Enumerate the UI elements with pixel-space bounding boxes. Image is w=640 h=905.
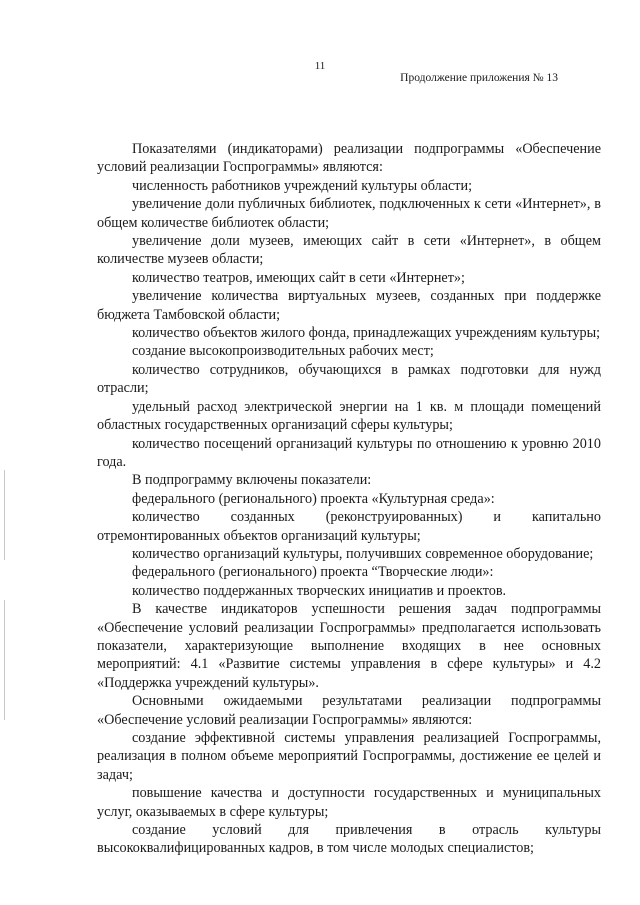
scan-margin-mark [4,600,5,720]
paragraph: федерального (регионального) проекта “Творческие люди»: [132,564,494,581]
paragraph: повышение качества и доступности государственных и муниципальных услуг, оказываемых в сфере культуры; [97,785,601,820]
paragraph: В подпрограмму включены показатели: [132,472,372,489]
paragraph: численность работников учреждений культуры области; [132,177,473,194]
paragraph: федерального (регионального) проекта «Культурная среда»: [132,490,495,507]
paragraph: увеличение количества виртуальных музеев, созданных при поддержке бюджета Тамбовской области; [97,288,601,323]
paragraph: создание эффективной системы управления реализацией Госпрограммы, реализация в полном объеме мероприятий Госпрограммы, достижение ее целей и задач; [97,730,601,783]
document-body [97,140,601,858]
paragraph: удельный расход электрической энергии на 1 кв. м площади помещений областных государственных организаций сферы культуры; [97,398,601,434]
paragraph: создание условий для привлечения в отрасль культуры высококвалифицированных кадров, в том числе молодых специалистов; [97,822,601,857]
paragraph: количество посещений организаций культуры по отношению к уровню 2010 года. [97,435,601,470]
paragraph: количество поддержанных творческих инициатив и проектов. [132,582,507,599]
scan-margin-mark [4,470,5,560]
paragraph: количество организаций культуры, получивших современное оборудование; [132,545,594,562]
appendix-continuation-note: Продолжение приложения № 13 [400,72,558,84]
paragraph: создание высокопроизводительных рабочих мест; [132,343,434,360]
page-number: 11 [314,60,326,72]
paragraph: количество созданных (реконструированных) и капитально отремонтированных объектов организаций культуры; [97,509,601,544]
paragraph: Показателями (индикаторами) реализации подпрограммы «Обеспечение условий реализации Госпрограммы» являются: [97,141,601,176]
paragraph: количество сотрудников, обучающихся в рамках подготовки для нужд отрасли; [97,361,601,397]
paragraph: В качестве индикаторов успешности решения задач подпрограммы «Обеспечение условий реализации Госпрограммы» предполагается использовать показатели, характеризующие выполнение входящих в нее основных мероприятий: 4.1 «Развитие системы управления в сфере культуры» и 4.2 «Поддержка учреждений культуры». [97,601,601,691]
paragraph: увеличение доли музеев, имеющих сайт в сети «Интернет», в общем количестве музеев области; [97,233,601,268]
paragraph: увеличение доли публичных библиотек, подключенных к сети «Интернет», в общем количестве библиотек области; [97,196,601,231]
paragraph: Основными ожидаемыми результатами реализации подпрограммы «Обеспечение условий реализации Госпрограммы» являются: [97,693,601,728]
paragraph: количество театров, имеющих сайт в сети «Интернет»; [132,269,465,286]
paragraph: количество объектов жилого фонда, принадлежащих учреждениям культуры; [132,325,601,342]
